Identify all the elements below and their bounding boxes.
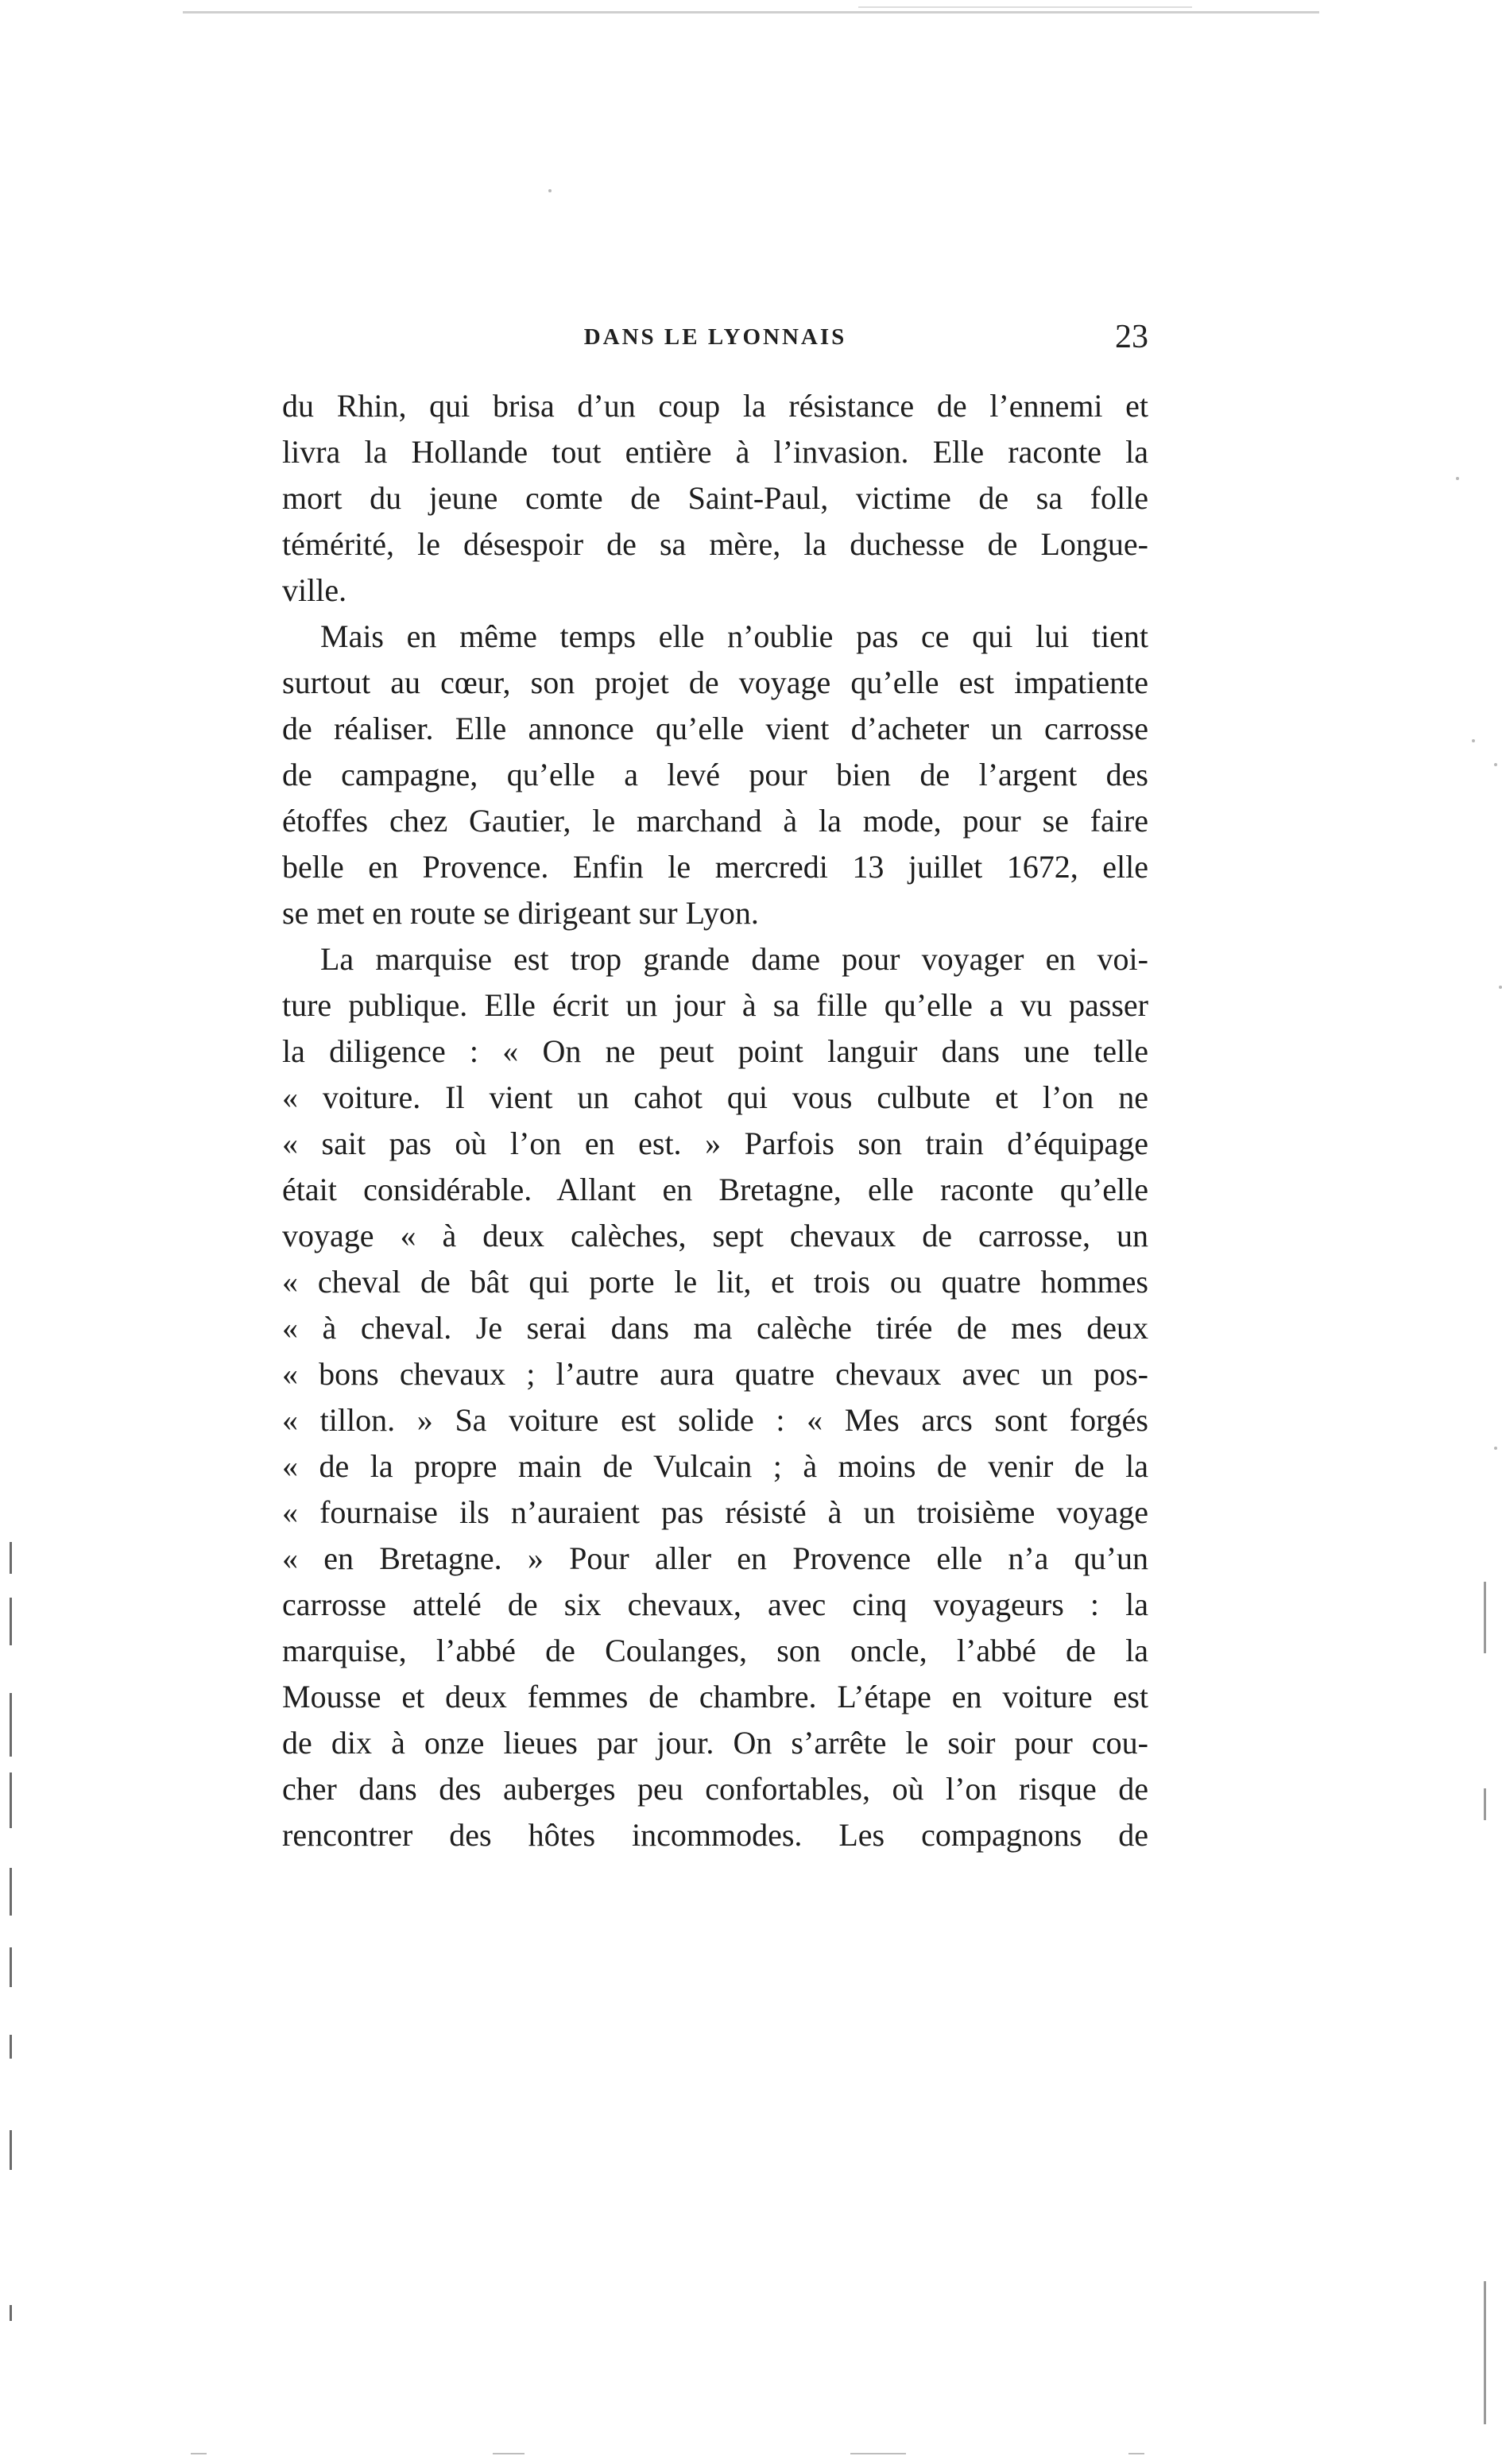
text-line: « en Bretagne. » Pour aller en Provence elle n’a qu’un bbox=[282, 1540, 1148, 1576]
text-line: surtout au cœur, son projet de voyage qu’elle est impatiente bbox=[282, 664, 1148, 700]
text-line: était considérable. Allant en Bretagne, elle raconte qu’elle bbox=[282, 1172, 1148, 1207]
paragraph-first-line: La marquise est trop grande dame pour voyager en voi- bbox=[320, 941, 1148, 977]
text-line: témérité, le désespoir de sa mère, la duchesse de Longue- bbox=[282, 526, 1148, 562]
text-line: la diligence : « On ne peut point languir dans une telle bbox=[282, 1033, 1148, 1069]
scan-speck bbox=[548, 189, 552, 192]
scan-speck bbox=[1456, 477, 1459, 480]
text-line: ture publique. Elle écrit un jour à sa fille qu’elle a vu passer bbox=[282, 987, 1148, 1023]
running-title: DANS LE LYONNAIS bbox=[583, 324, 847, 350]
text-line: marquise, l’abbé de Coulanges, son oncle, l’abbé de la bbox=[282, 1633, 1148, 1668]
text-line: voyage « à deux calèches, sept chevaux de carrosse, un bbox=[282, 1218, 1148, 1253]
text-line: de dix à onze lieues par jour. On s’arrête le soir pour cou- bbox=[282, 1725, 1148, 1761]
scan-speck bbox=[1494, 763, 1497, 766]
text-line: « à cheval. Je serai dans ma calèche tirée de mes deux bbox=[282, 1310, 1148, 1346]
text-line: se met en route se dirigeant sur Lyon. bbox=[282, 895, 759, 931]
body-text bbox=[282, 383, 1148, 1858]
scan-speck bbox=[1494, 1447, 1497, 1450]
text-line: « sait pas où l’on en est. » Parfois son train d’équipage bbox=[282, 1125, 1148, 1161]
text-line: rencontrer des hôtes incommodes. Les compagnons de bbox=[282, 1817, 1148, 1853]
text-line: « de la propre main de Vulcain ; à moins de venir de la bbox=[282, 1448, 1148, 1484]
text-line: « tillon. » Sa voiture est solide : « Mes arcs sont forgés bbox=[282, 1402, 1148, 1438]
text-line: belle en Provence. Enfin le mercredi 13 juillet 1672, elle bbox=[282, 849, 1148, 885]
scan-speck bbox=[1499, 986, 1502, 989]
text-line: Mousse et deux femmes de chambre. L’étape en voiture est bbox=[282, 1679, 1148, 1714]
scan-edge-top-secondary bbox=[858, 6, 1192, 8]
text-line: ville. bbox=[282, 572, 347, 608]
text-line: livra la Hollande tout entière à l’invasion. Elle raconte la bbox=[282, 434, 1148, 470]
text-line: carrosse attelé de six chevaux, avec cinq voyageurs : la bbox=[282, 1586, 1148, 1622]
text-line: de campagne, qu’elle a levé pour bien de l’argent des bbox=[282, 757, 1148, 792]
text-line: étoffes chez Gautier, le marchand à la mode, pour se faire bbox=[282, 803, 1148, 839]
text-line: du Rhin, qui brisa d’un coup la résistance de l’ennemi et bbox=[282, 388, 1148, 424]
text-line: « fournaise ils n’auraient pas résisté à un troisième voyage bbox=[282, 1494, 1148, 1530]
text-line: « voiture. Il vient un cahot qui vous culbute et l’on ne bbox=[282, 1079, 1148, 1115]
text-line: mort du jeune comte de Saint-Paul, victime de sa folle bbox=[282, 480, 1148, 516]
scan-speck bbox=[1472, 739, 1475, 742]
paragraph-first-line: Mais en même temps elle n’oublie pas ce qui lui tient bbox=[320, 618, 1148, 654]
scan-edge-top bbox=[183, 11, 1319, 14]
text-line: « cheval de bât qui porte le lit, et trois ou quatre hommes bbox=[282, 1264, 1148, 1300]
page-number: 23 bbox=[1115, 319, 1148, 355]
text-line: « bons chevaux ; l’autre aura quatre chevaux avec un pos- bbox=[282, 1356, 1148, 1392]
running-head bbox=[282, 318, 1148, 374]
text-line: de réaliser. Elle annonce qu’elle vient d’acheter un carrosse bbox=[282, 711, 1148, 746]
text-line: cher dans des auberges peu confortables, où l’on risque de bbox=[282, 1771, 1148, 1807]
